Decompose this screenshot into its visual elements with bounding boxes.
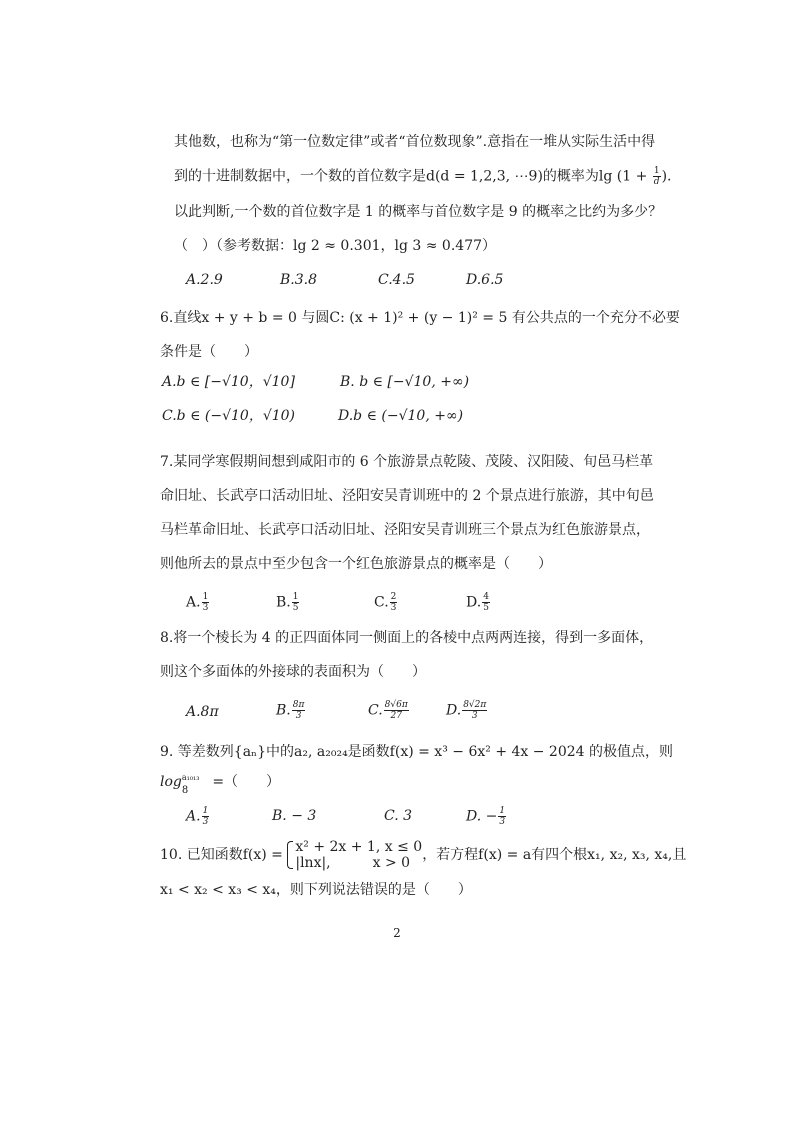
q6-option-b: B. b ∈ [−√10, +∞) xyxy=(340,374,470,390)
q9-option-a: A. $\frac{1}{3}$ xyxy=(186,806,209,827)
q8-line1: 8.将一个棱长为 4 的正四面体同一侧面上的各棱中点两两连接，得到一多面体， xyxy=(160,630,654,646)
q6-option-c: C.b ∈ (−√10，√10) xyxy=(162,408,296,424)
q9-line1: 9. 等差数列{aₙ}中的a₂, a₂₀₂₄是函数f(x) = x³ − 6x² + 4x − 2024 的极值点，则 xyxy=(160,744,674,760)
q8-line2: 则这个多面体的外接球的表面积为（ ） xyxy=(160,664,426,680)
q7-option-a: A. $\frac{1}{3}$ xyxy=(186,592,209,613)
q7-line1: 7.某同学寒假期间想到咸阳市的 6 个旅游景点乾陵、茂陵、汉阳陵、旬邑马栏革 xyxy=(160,454,654,470)
q8-option-c: C. $\frac{8√6\pi}{27}$ xyxy=(368,700,408,721)
q7-option-c: C. $\frac{2}{3}$ xyxy=(374,592,397,613)
q10-line1: 10. 已知函数f(x) = x² + 2x + 1, x ≤ 0 |lnx|, x > 0 ，若方程f(x) = a有四个根x₁, x₂, x₃, x₄,且 xyxy=(160,839,687,871)
q6-option-d: D.b ∈ (−√10, +∞) xyxy=(338,408,464,424)
page-number: 2 xyxy=(393,926,401,940)
q9-option-b: B. − 3 xyxy=(272,808,317,824)
q5-option-b: B.3.8 xyxy=(280,272,318,288)
q7-option-d: D. $\frac{4}{5}$ xyxy=(466,592,489,613)
q5-line3: 以此判断,一个数的首位数字是 1 的概率与首位数字是 9 的概率之比约为多少？ xyxy=(174,204,663,220)
q7-line2: 命旧址、长武亭口活动旧址、泾阳安吴青训班中的 2 个景点进行旅游，其中旬邑 xyxy=(160,488,654,504)
q5-option-d: D.6.5 xyxy=(466,272,504,288)
q9-line2: log a₁₀₁₃ 8 =（ ） xyxy=(160,773,281,796)
q9-option-c: C. 3 xyxy=(384,808,413,824)
q5-line4: （ ）（参考数据：lg 2 ≈ 0.301，lg 3 ≈ 0.477） xyxy=(174,238,497,254)
q7-line4: 则他所去的景点中至少包含一个红色旅游景点的概率是（ ） xyxy=(160,556,552,572)
q5-line1: 其他数，也称为“第一位数定律”或者“首位数现象”.意指在一堆从实际生活中得 xyxy=(174,134,656,150)
q6-line2: 条件是（ ） xyxy=(160,344,258,360)
q8-option-b: B. $\frac{8\pi}{3}$ xyxy=(276,700,305,721)
q9-option-d: D. − $\frac{1}{3}$ xyxy=(466,806,506,827)
q5-option-c: C.4.5 xyxy=(378,272,415,288)
q8-option-d: D. $\frac{8√2\pi}{3}$ xyxy=(446,700,487,721)
q6-option-a: A.b ∈ [−√10，√10] xyxy=(162,374,295,390)
q7-line3: 马栏革命旧址、长武亭口活动旧址、泾阳安吴青训班三个景点为红色旅游景点， xyxy=(160,522,650,538)
q5-line2: 到的十进制数据中，一个数的首位数字是d(d = 1,2,3, ⋯9)的概率为lg (1 + $\frac{1}{d}$ ). xyxy=(174,166,672,187)
q6-line1: 6.直线x + y + b = 0 与圆C: (x + 1)² + (y − 1)² = 5 有公共点的一个充分不必要 xyxy=(160,310,680,326)
piecewise-function: x² + 2x + 1, x ≤ 0 |lnx|, x > 0 xyxy=(287,839,422,871)
q5-fraction: $\frac{1}{d}$ xyxy=(653,166,660,187)
q7-option-b: B. $\frac{1}{5}$ xyxy=(276,592,299,613)
q10-line2: x₁ < x₂ < x₃ < x₄，则下列说法错误的是（ ） xyxy=(160,882,472,898)
q8-option-a: A.8π xyxy=(186,704,219,720)
q5-option-a: A.2.9 xyxy=(186,272,223,288)
